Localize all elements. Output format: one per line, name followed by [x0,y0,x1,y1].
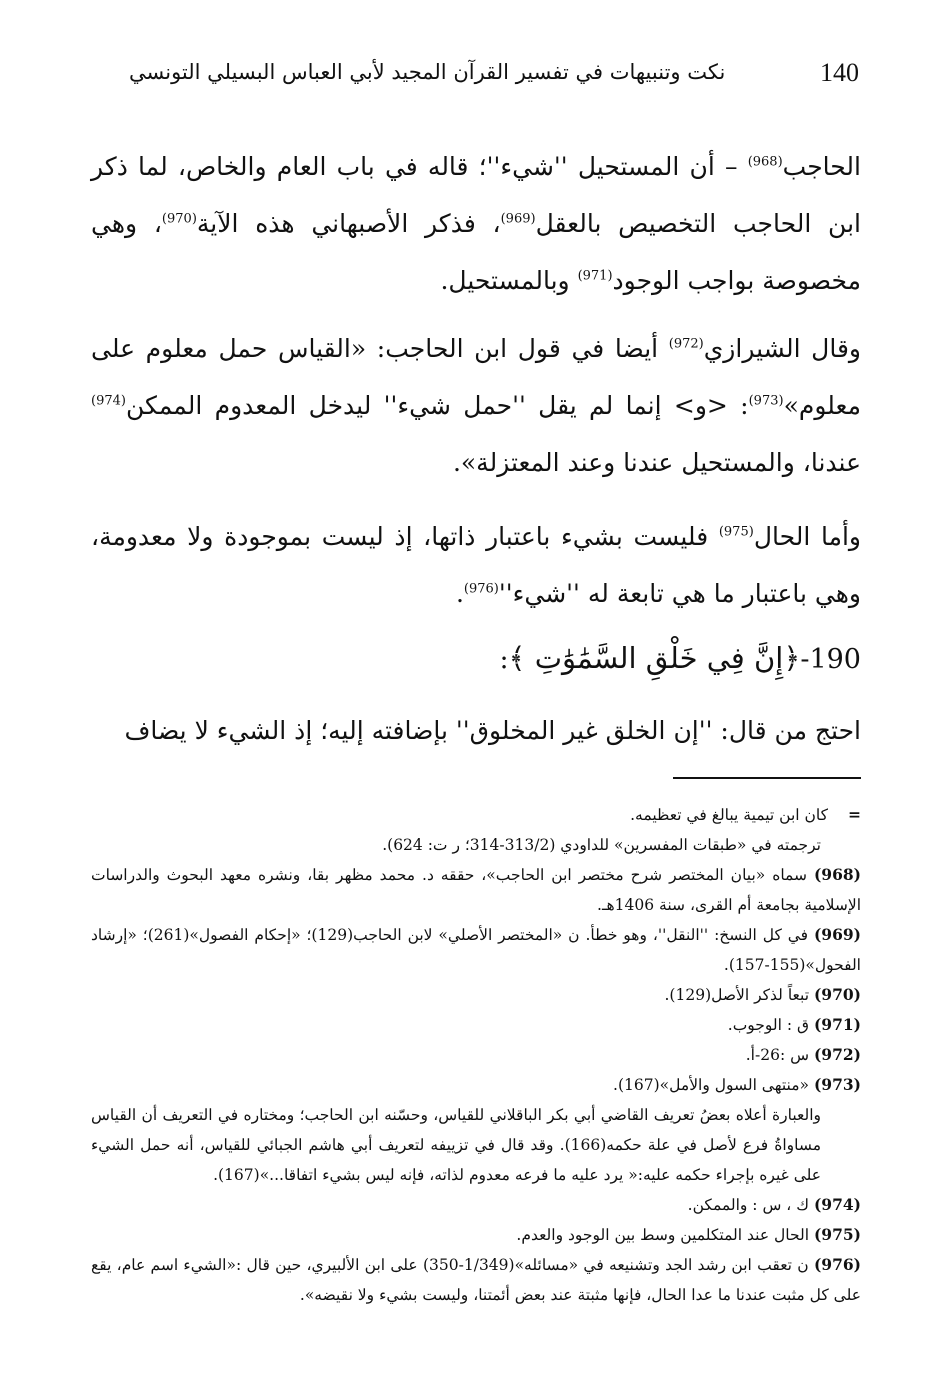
footnote-number: (968) [813,865,861,884]
footnote-ref-976[interactable]: (976) [463,581,499,597]
p1-text-e: وبالمستحيل. [440,266,578,295]
p3-text-b: فليست بشيء باعتبار ذاتها، إذ ليست بموجودة ولا معدومة، وهي باعتبار ما هي تابعة له ''شيء'' [91,522,861,608]
footnote-text: ق : الوجوب. [727,1016,810,1034]
running-header: نكت وتنبيهات في تفسير القرآن المجيد لأبي العباس البسيلي التونسي [129,60,726,84]
page-number: 140 [820,58,859,87]
footnote-separator [673,777,861,779]
footnote-969 [91,920,861,980]
continuation-text-1: كان ابن تيمية يبالغ في تعظيمه. [630,806,828,824]
footnote-number: (974) [813,1195,861,1214]
footnote-ref-975[interactable]: (975) [718,524,754,540]
footnote-ref-971[interactable]: (971) [577,268,613,284]
verse-number: 190- [800,644,861,675]
footnote-ref-972[interactable]: (972) [668,336,704,352]
footnote-974 [91,1190,861,1220]
verse-heading [91,628,861,690]
p1-text-c: ، فذكر الأصبهاني هذه الآية [196,209,501,238]
footnote-ref-968[interactable]: (968) [747,154,783,170]
footnote-text: تبعاً لذكر الأصل(129). [664,986,810,1004]
footnote-text: في كل النسخ: ''النقل''، وهو خطأ. ن «المختصر الأصلي» لابن الحاجب(129)؛ «إحكام الفصول»(261)؛ «إرشاد الفحول»(155-157). [91,926,861,974]
continuation-marker: = [848,805,861,824]
footnote-text: «منتهى السول والأمل»(167). [613,1076,810,1094]
paragraph-4 [91,702,861,759]
footnote-number: (971) [813,1015,861,1034]
p1-text-a: الحاجب [782,152,861,181]
p3-text-a: وأما الحال [753,522,861,551]
footnote-973-extra: والعبارة أعلاه بعضُ تعريف القاضي أبي بكر الباقلاني للقياس، وحسّنه ابن الحاجب؛ ومختاره في التعريف أن القياس مساواةُ فرع لأصل في علة حكمه(166). وقد قال في تزييفه لتعريف أبي هاشم الجبائي للقياس، أنه حمل الشيء على غيره بإجراء حكمه عليه:« يرد عليه ما فرعه معدوم لذاته، فإنه ليس بشيء اتفاقا...»(167). [91,1106,821,1184]
p4-text: احتج من قال: ''إن الخلق غير المخلوق'' بإضافته إليه؛ إذ الشيء لا يضاف [124,716,861,745]
footnote-number: (976) [813,1255,861,1274]
p2-text-d: عندنا، والمستحيل عندنا وعند المعتزلة». [452,448,861,477]
verse-colon: : [499,644,509,675]
p3-text-c: . [455,579,464,608]
footnote-968 [91,860,861,920]
p1-text-d: ، وهي مخصوصة بواجب الوجود [91,209,861,295]
footnote-ref-974[interactable]: (974) [91,393,126,409]
footnote-971 [91,1010,861,1040]
footnote-975 [91,1220,861,1250]
footnote-continuation-1 [91,800,861,830]
footnote-ref-970[interactable]: (970) [161,211,197,227]
footnote-976 [91,1250,861,1310]
footnote-number: (969) [813,925,861,944]
footnote-number: (972) [813,1045,861,1064]
p2-text-b: أيضا في قول ابن الحاجب: «القياس حمل معلوم على معلوم» [91,334,861,420]
paragraph-2 [91,320,861,491]
footnote-973 [91,1070,861,1100]
p2-text-c: : <و> إنما لم يقل ''حمل شيء'' ليدخل المعدوم الممكن [125,391,749,420]
footnote-970 [91,980,861,1010]
footnote-number: (975) [813,1225,861,1244]
footnote-text: س :26-أ. [745,1046,810,1064]
footnotes [91,800,861,1310]
footnote-continuation-2: ترجمته في «طبقات المفسرين» للداودي (313/2-314؛ ر ت: 624). [382,836,821,854]
footnote-972 [91,1040,861,1070]
footnote-number: (973) [813,1075,861,1094]
paragraph-3 [91,508,861,622]
footnote-ref-973[interactable]: (973) [748,393,784,409]
footnote-text: ك ، س : والممكن. [687,1196,810,1214]
footnote-ref-969[interactable]: (969) [500,211,536,227]
p2-text-a: وقال الشيرازي [703,334,861,363]
footnote-number: (970) [813,985,861,1004]
paragraph-1 [91,138,861,309]
footnote-text: سماه «بيان المختصر شرح مختصر ابن الحاجب»، حققه د. محمد مظهر بقا، ونشره معهد البحوث والدراسات الإسلامية بجامعة أم القرى، سنة 1406هـ. [91,866,861,914]
p1-text-b: – أن المستحيل ''شيء''؛ قاله في باب العام والخاص، لما ذكر ابن الحاجب التخصيص بالعقل [91,152,861,238]
footnote-text: ن تعقب ابن رشد الجد وتشنيعه في «مسائله»(1/349-350) على ابن الألبيري، حين قال :«الشيء اسم عام، يقع على كل مثبت عندنا ما عدا الحال، فإنها مثبتة عند بعض أئمتنا، وليست بشيء ولا نقيضه». [91,1256,861,1304]
footnote-text: الحال عند المتكلمين وسط بين الوجود والعدم. [516,1226,810,1244]
verse-text: ﴿إِنَّ فِي خَلْقِ السَّمَٰوَٰتِ ﴾ [508,641,801,675]
